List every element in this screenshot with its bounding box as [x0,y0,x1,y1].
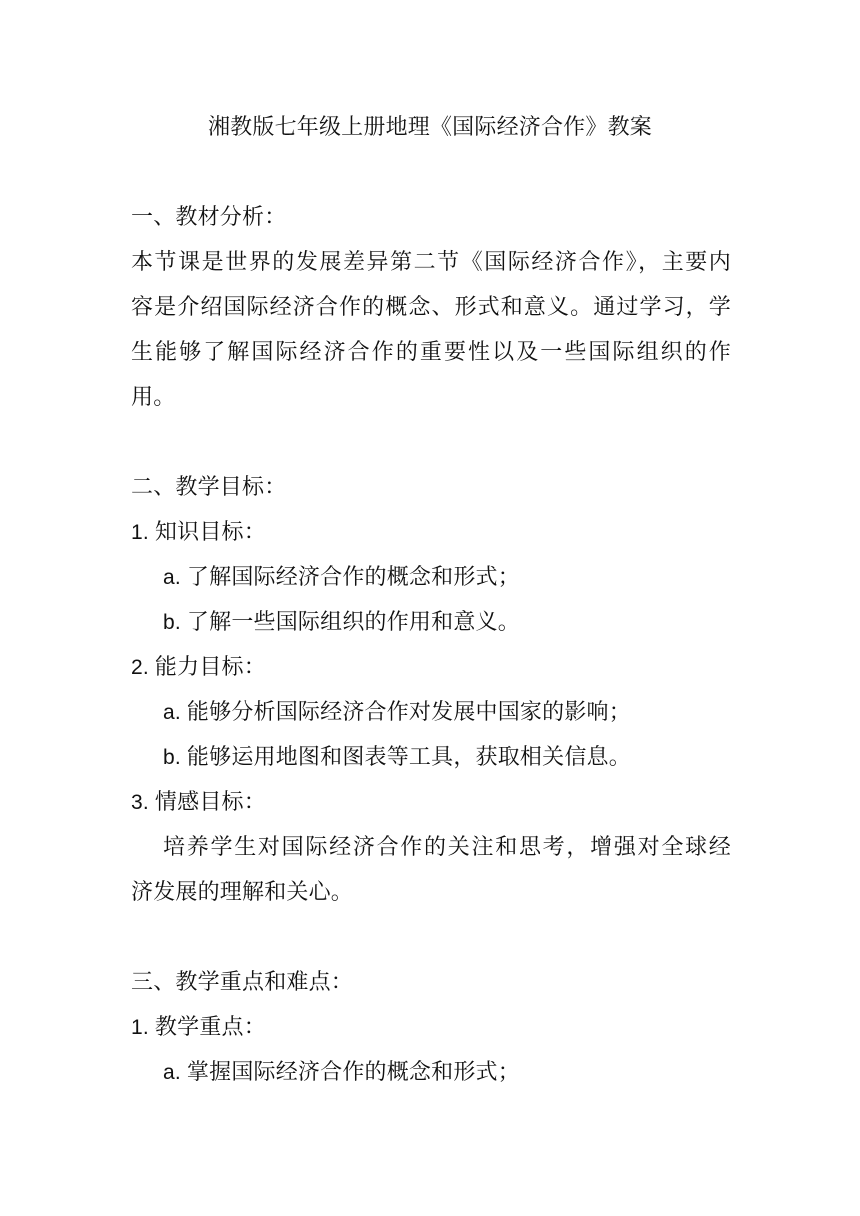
list-item-text: 了解国际经济合作的概念和形式； [186,565,520,590]
list-item-text: 掌握国际经济合作的概念和形式； [186,1060,520,1085]
goal-label: 知识目标： [154,520,266,545]
paragraph-line: 用。 [131,385,176,410]
paragraph-line: 培养学生对国际经济合作的关注和思考，增强对全球经 [163,835,731,860]
list-item [163,1059,763,1087]
list-item-text: 了解一些国际组织的作用和意义。 [186,610,520,635]
list-number: 2. [131,656,149,679]
section-heading-analysis: 一、教材分析： [131,205,287,230]
list-item-text: 能够运用地图和图表等工具，获取相关信息。 [186,745,631,770]
goal-label: 情感目标： [154,790,266,815]
goal-emotion [131,789,731,817]
point-key [131,1014,731,1042]
paragraph-line: 济发展的理解和关心。 [131,880,354,905]
list-item [163,744,763,772]
paragraph-line: 容是介绍国际经济合作的概念、形式和意义。通过学习，学 [131,295,731,320]
goal-knowledge [131,519,731,547]
paragraph-line: 生能够了解国际经济合作的重要性以及一些国际组织的作 [131,340,731,365]
list-marker: a. [163,566,181,589]
list-item [163,699,763,727]
goal-ability [131,654,731,682]
list-number: 1. [131,1016,149,1039]
list-item [163,564,763,592]
section-heading-goals: 二、教学目标： [131,475,287,500]
document-title: 湘教版七年级上册地理《国际经济合作》教案 [207,115,652,140]
list-number: 1. [131,521,149,544]
point-label: 教学重点： [154,1015,266,1040]
paragraph-line: 本节课是世界的发展差异第二节《国际经济合作》，主要内 [131,250,731,275]
list-number: 3. [131,791,149,814]
section-heading-key-points: 三、教学重点和难点： [131,970,354,995]
list-marker: a. [163,701,181,724]
list-marker: a. [163,1061,181,1084]
list-item-text: 能够分析国际经济合作对发展中国家的影响； [186,700,631,725]
list-marker: b. [163,611,181,634]
list-item [163,609,763,637]
list-marker: b. [163,746,181,769]
goal-label: 能力目标： [154,655,266,680]
